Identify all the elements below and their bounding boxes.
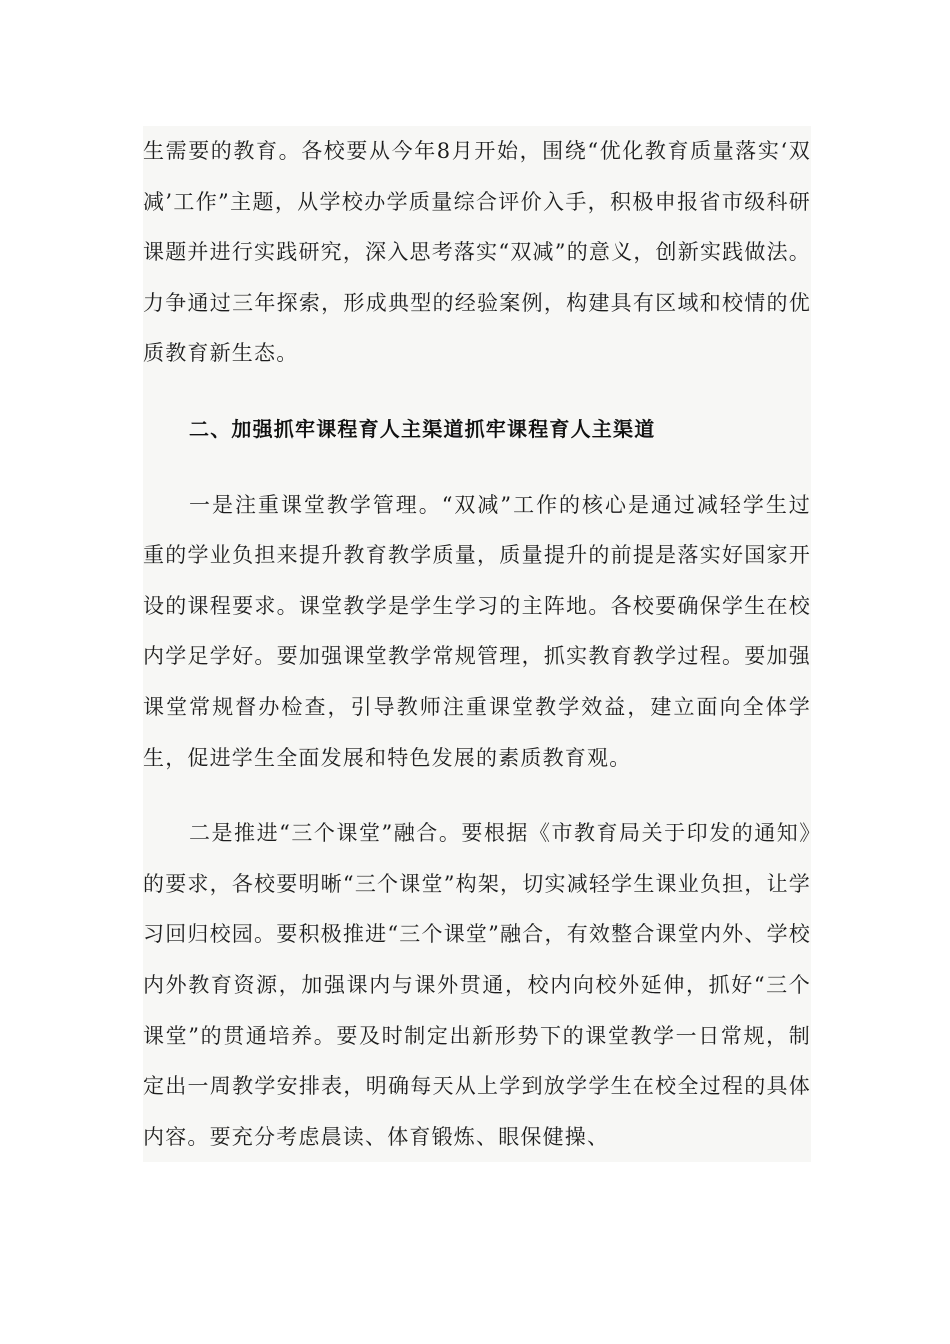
document-body — [143, 126, 811, 1162]
paragraph-gap — [143, 379, 811, 404]
section-heading: 二、加强抓牢课程育人主渠道抓牢课程育人主渠道 — [189, 416, 656, 441]
paragraph-one: 一是注重课堂教学管理。“双减”工作的核心是通过减轻学生过重的学业负担来提升教育教学质量，质量提升的前提是落实好国家开设的课程要求。课堂教学是学生学习的主阵地。各校要确保学生在校内学足学好。要加强课堂教学常规管理，抓实教育教学过程。要加强课堂常规督办检查，引导教师注重课堂教学效益，建立面向全体学生，促进学生全面发展和特色发展的素质教育观。 — [143, 492, 811, 770]
paragraph-gap — [143, 783, 811, 808]
paragraph-intro: 生需要的教育。各校要从今年8月开始，围绕“优化教育质量落实‘双减’工作”主题，从学校办学质量综合评价入手，积极申报省市级科研课题并进行实践研究，深入思考落实“双减”的意义，创新实践做法。力争通过三年探索，形成典型的经验案例，构建具有区域和校情的优质教育新生态。 — [143, 139, 811, 366]
paragraph-two: 二是推进“三个课堂”融合。要根据《市教育局关于印发的通知》的要求，各校要明晰“三个课堂”构架，切实减轻学生课业负担，让学习回归校园。要积极推进“三个课堂”融合，有效整合课堂内外、学校内外教育资源，加强课内与课外贯通，校内向校外延伸，抓好“三个课堂”的贯通培养。要及时制定出新形势下的课堂教学一日常规，制定出一周教学安排表，明确每天从上学到放学学生在校全过程的具体内容。要充分考虑晨读、体育锻炼、眼保健操、 — [143, 821, 811, 1149]
paragraph-gap — [143, 455, 811, 480]
